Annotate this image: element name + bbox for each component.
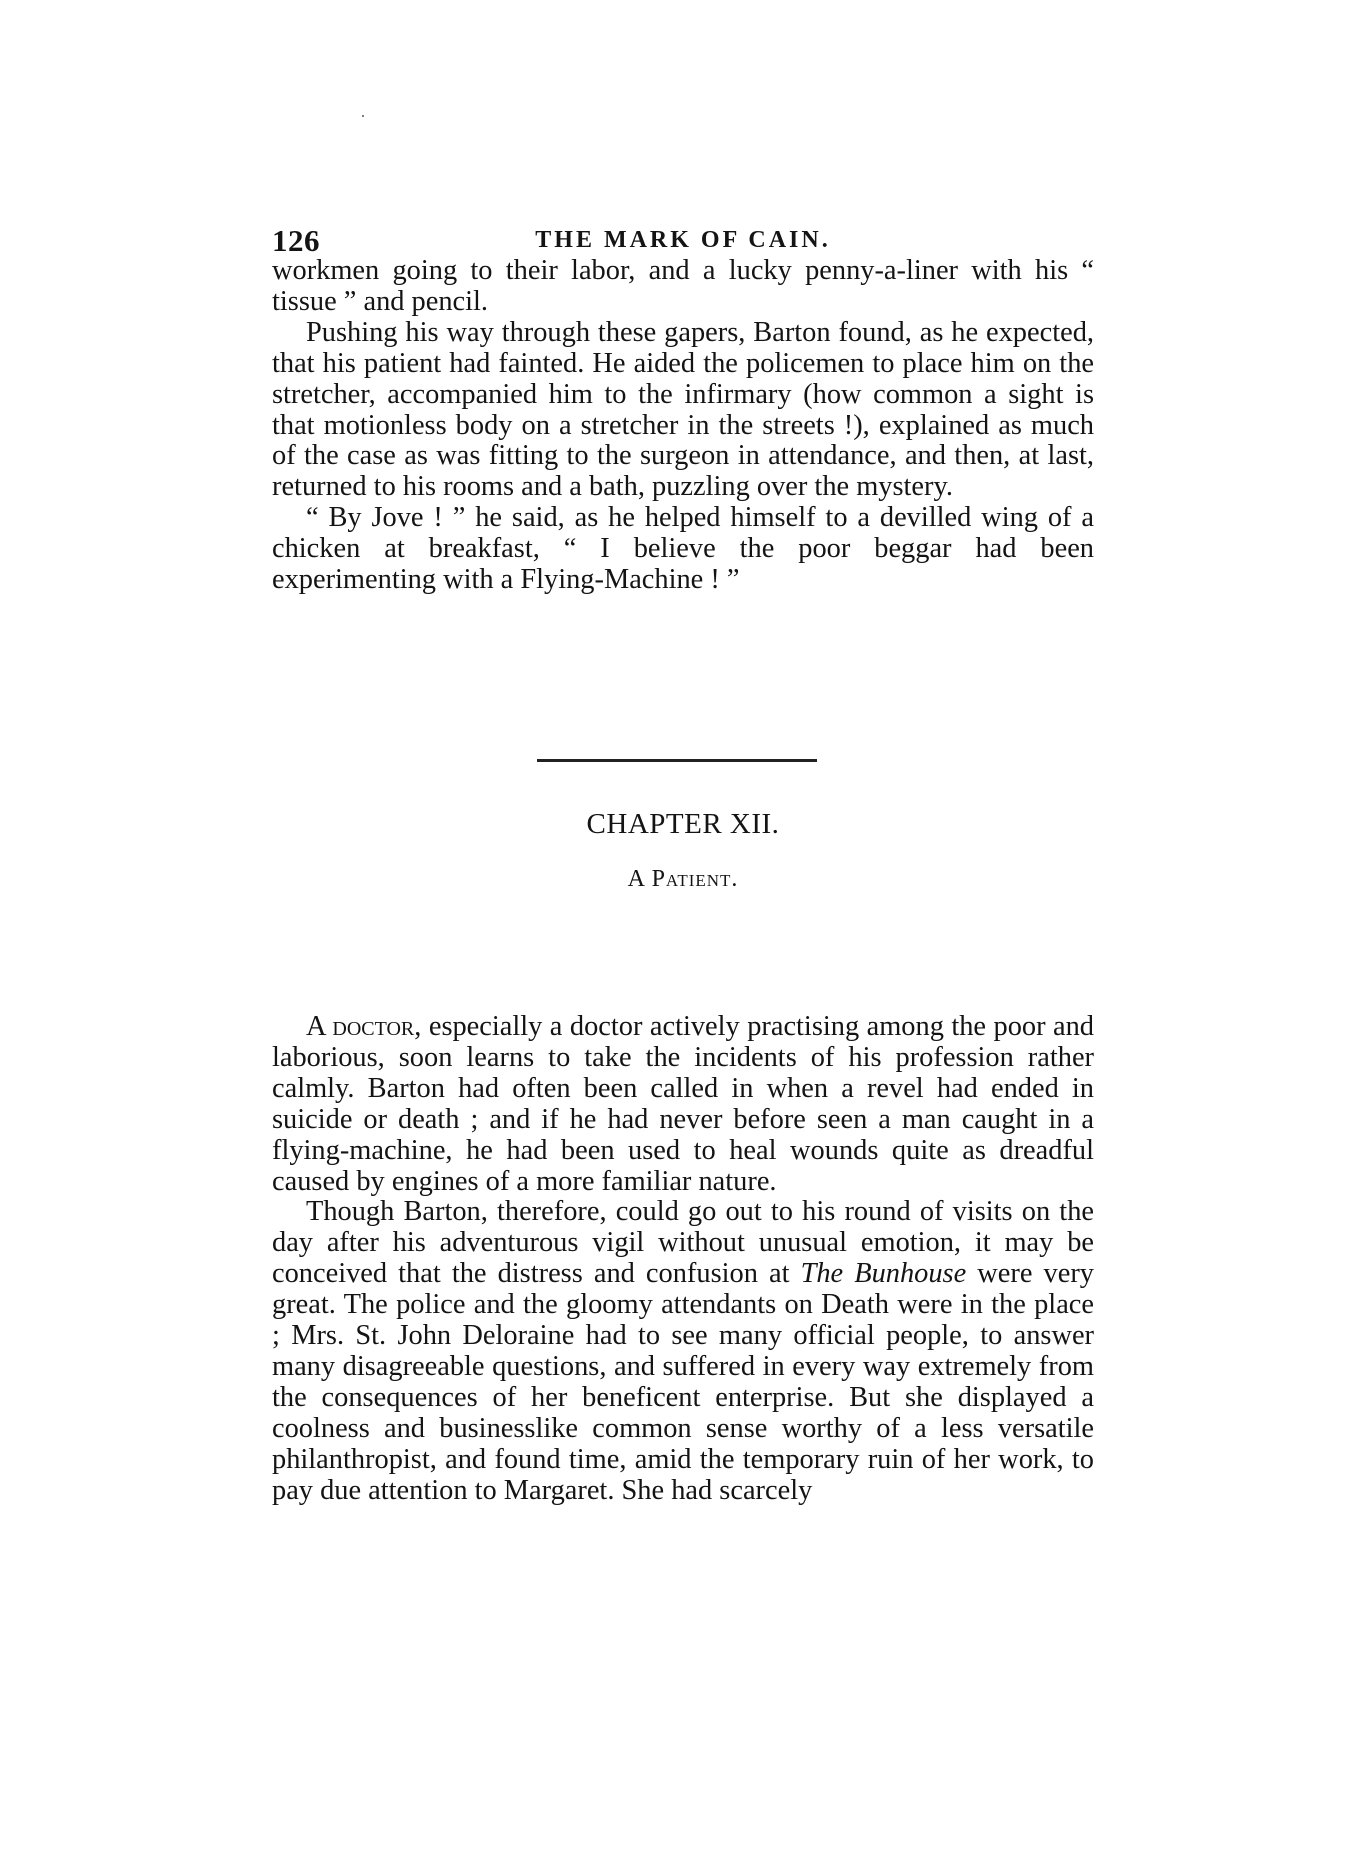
- paragraph-1: workmen going to their labor, and a lucky penny-a-liner with his “ tissue ” and pencil.: [272, 255, 1094, 317]
- page-number: 126: [272, 223, 320, 258]
- chapter-heading: CHAPTER XII.: [586, 808, 780, 840]
- italic-place-name: The Bunhouse: [800, 1258, 967, 1290]
- chapter-paragraph-1-text: especially a doctor actively practising among the poor and laborious, soon learns to take the incidents of his profession rather calmly. Barton had often been called in when a revel had ended in suicide or death ; and if he had never before seen a man caught in a flying-machine, he had been used to heal wounds quite as dreadful caused by engines of a more familiar nature.: [272, 1011, 1094, 1197]
- opening-words: A doctor,: [306, 1011, 422, 1042]
- chapter-paragraph-2-end: were very great. The police and the gloomy attendants on Death were in the place ; Mrs. St. John Deloraine had to see many official people, to answer many disagreeable questions, and suffered in every way extremely from the consequences of her beneficent enterprise. But she displayed a coolness and businesslike common sense worthy of a less versatile philanthropist, and found time, amid the temporary ruin of her work, to pay due attention to Margaret. She had scarcely: [272, 1258, 1094, 1506]
- paragraph-3: “ By Jove ! ” he said, as he helped himself to a devilled wing of a chicken at breakfast, “ I believe the poor beggar had been experimenting with a Flying-Machine ! ”: [272, 502, 1094, 596]
- page-speck: [362, 115, 364, 117]
- running-title: THE MARK OF CAIN.: [535, 227, 831, 253]
- text-block-continued: [272, 256, 1094, 596]
- text-block-chapter: [272, 1012, 1094, 1507]
- paragraph-2: Pushing his way through these gapers, Barton found, as he expected, that his patient had fainted. He aided the policemen to place him on the stretcher, accompanied him to the infirmary (how common a sight is that motionless body on a stretcher in the streets !), explained as much of the case as was fitting to the surgeon in attendance, and then, at last, returned to his rooms and a bath, puzzling over the mystery.: [272, 316, 1094, 503]
- chapter-paragraph-2: [272, 1197, 1094, 1506]
- chapter-paragraph-1: [272, 1012, 1094, 1197]
- section-divider-rule: [537, 759, 817, 762]
- chapter-subtitle: A Patient.: [627, 866, 739, 892]
- chapter-paragraph-2-start: Though Barton, therefore, could go out to his round of visits on the day after his adventurous vigil without unusual emotion, it may be conceived that the distress and confusion at: [272, 1196, 1094, 1290]
